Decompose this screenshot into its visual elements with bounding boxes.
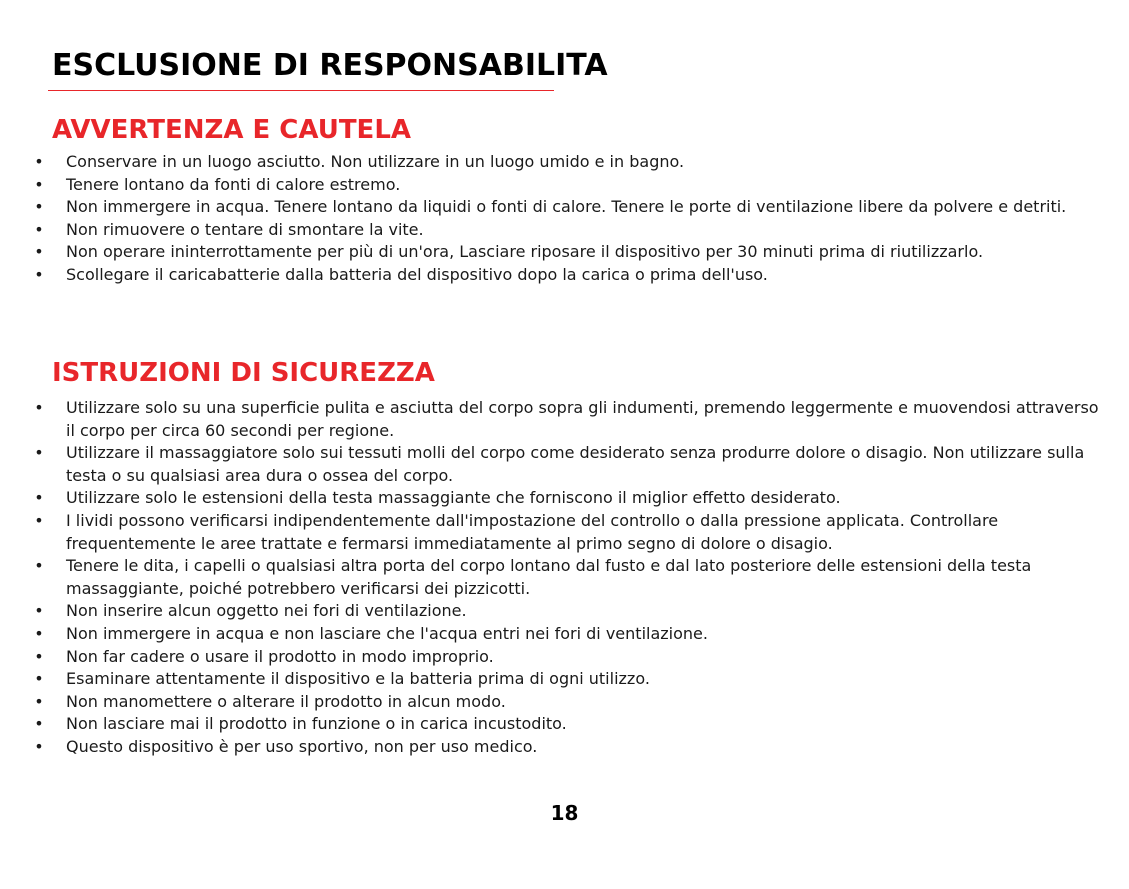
list-item — [32, 264, 1102, 287]
bullet-icon: • — [34, 242, 44, 262]
list-item — [32, 442, 1102, 487]
list-item-text: Non rimuovere o tentare di smontare la vite. — [66, 219, 424, 239]
list-item-text: Non immergere in acqua e non lasciare che l'acqua entri nei fori di ventilazione. — [66, 623, 708, 643]
list-item — [32, 151, 1102, 174]
list-item — [32, 174, 1102, 197]
bullet-icon: • — [34, 488, 44, 508]
list-item — [32, 623, 1102, 646]
list-item — [32, 397, 1102, 442]
list-item — [32, 241, 1102, 264]
bullet-icon: • — [34, 197, 44, 217]
bullet-icon: • — [34, 443, 44, 463]
bullet-icon: • — [34, 601, 44, 621]
list-item — [32, 196, 1102, 219]
list-item-text: Non manomettere o alterare il prodotto in alcun modo. — [66, 691, 506, 711]
section-heading-safety: ISTRUZIONI DI SICUREZZA — [52, 358, 435, 388]
section-heading-warning: AVVERTENZA E CAUTELA — [52, 115, 412, 145]
list-item-text: Non lasciare mai il prodotto in funzione o in carica incustodito. — [66, 714, 567, 734]
list-item-text: Scollegare il caricabatterie dalla batteria del dispositivo dopo la carica o prima dell'uso. — [66, 264, 768, 284]
list-item — [32, 555, 1102, 600]
warning-list — [32, 151, 1102, 287]
list-item — [32, 219, 1102, 242]
list-item — [32, 713, 1102, 736]
list-item — [32, 668, 1102, 691]
bullet-icon: • — [34, 669, 44, 689]
list-item-text: Conservare in un luogo asciutto. Non utilizzare in un luogo umido e in bagno. — [66, 152, 685, 171]
list-item-text: Non inserire alcun oggetto nei fori di ventilazione. — [66, 601, 467, 621]
title-underline — [48, 90, 554, 91]
bullet-icon: • — [34, 510, 44, 530]
list-item-text: Tenere lontano da fonti di calore estremo. — [66, 174, 401, 194]
list-item-text: Utilizzare il massaggiatore solo sui tessuti molli del corpo come desiderato senza produrre dolore o disagio. Non utilizzare sulla testa o su qualsiasi area dura o ossea del corpo. — [66, 443, 1085, 485]
safety-list — [32, 397, 1102, 759]
bullet-icon: • — [34, 714, 44, 734]
bullet-icon: • — [34, 219, 44, 239]
list-item-text: Non far cadere o usare il prodotto in modo improprio. — [66, 646, 494, 666]
bullet-icon: • — [34, 623, 44, 643]
list-item-text: Tenere le dita, i capelli o qualsiasi altra porta del corpo lontano dal fusto e dal lato posteriore delle estensioni della testa massaggiante, poiché potrebbero verificarsi dei pizzicotti. — [66, 556, 1032, 598]
list-item — [32, 487, 1102, 510]
bullet-icon: • — [34, 264, 44, 284]
page-title: ESCLUSIONE DI RESPONSABILITA — [52, 48, 608, 83]
bullet-icon: • — [34, 646, 44, 666]
bullet-icon: • — [34, 556, 44, 576]
list-item — [32, 646, 1102, 669]
list-item-text: Utilizzare solo le estensioni della testa massaggiante che forniscono il miglior effetto desiderato. — [66, 488, 841, 508]
list-item-text: Utilizzare solo su una superficie pulita e asciutta del corpo sopra gli indumenti, premendo leggermente e muovendosi attraverso il corpo per circa 60 secondi per regione. — [66, 398, 1099, 440]
bullet-icon: • — [34, 174, 44, 194]
list-item-text: Esaminare attentamente il dispositivo e la batteria prima di ogni utilizzo. — [66, 669, 650, 689]
list-item — [32, 736, 1102, 759]
bullet-icon: • — [34, 152, 44, 171]
list-item — [32, 510, 1102, 555]
list-item-text: Non operare ininterrottamente per più di un'ora, Lasciare riposare il dispositivo per 30 minuti prima di riutilizzarlo. — [66, 242, 984, 262]
list-item-text: Questo dispositivo è per uso sportivo, non per uso medico. — [66, 736, 538, 756]
list-item — [32, 600, 1102, 623]
list-item-text: Non immergere in acqua. Tenere lontano da liquidi o fonti di calore. Tenere le porte di ventilazione libere da polvere e detriti. — [66, 197, 1067, 217]
page-number: 18 — [550, 801, 579, 825]
list-item — [32, 691, 1102, 714]
list-item-text: I lividi possono verificarsi indipendentemente dall'impostazione del controllo o dalla pressione applicata. Controllare frequentemente le aree trattate e fermarsi immediatamente al primo segno di dolore o disagio. — [66, 510, 999, 553]
bullet-icon: • — [34, 691, 44, 711]
bullet-icon: • — [34, 736, 44, 756]
bullet-icon: • — [34, 398, 44, 417]
